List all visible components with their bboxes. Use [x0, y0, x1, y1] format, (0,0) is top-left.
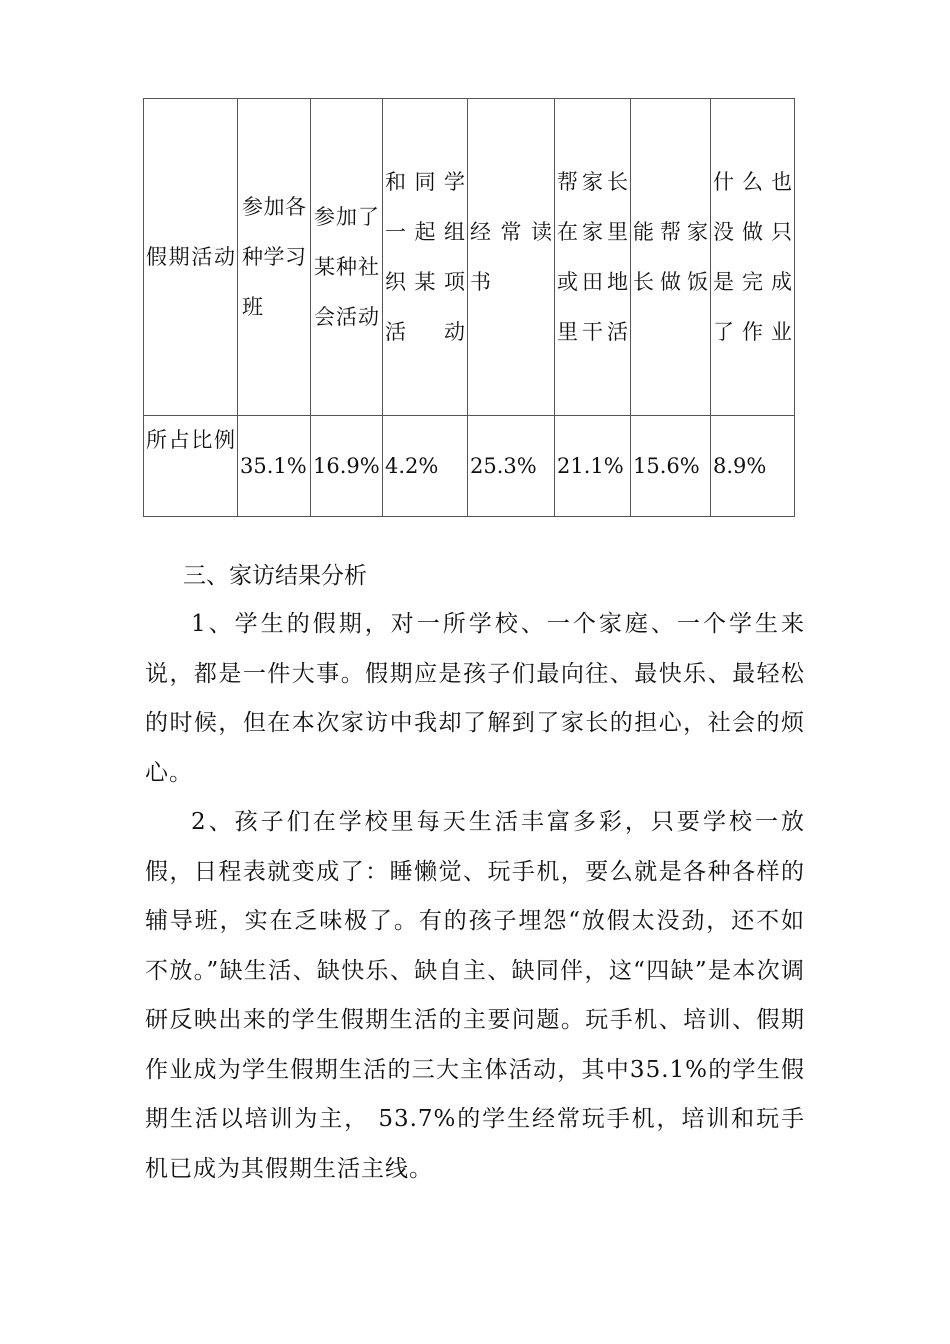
table-cell: 参加了某种社会活动	[311, 99, 383, 416]
section-heading: 三、家访结果分析	[183, 563, 367, 589]
table-cell: 16.9%	[311, 416, 383, 517]
table-cell: 参加各种学习班	[238, 99, 311, 416]
paragraph: 2、孩子们在学校里每天生活丰富多彩，只要学校一放假，日程表就变成了：睡懒觉、玩手机，要么就是各种各样的辅导班，实在乏味极了。有的孩子埋怨“放假太没劲，还不如不放。”缺生活、缺快乐、缺自主、缺同伴，这“四缺”是本次调研反映出来的学生假期生活的主要问题。玩手机、培训、假期作业成为学生假期生活的三大主体活动，其中35.1%的学生假期生活以培训为主， 53.7%的学生经常玩手机，培训和玩手机已成为其假期生活主线。	[145, 809, 805, 1182]
activity-table	[143, 98, 795, 517]
table-cell: 和同学一起组织某项活动	[383, 99, 468, 416]
table-value-row	[144, 416, 795, 517]
table-cell: 帮家长在家里或田地里干活	[555, 99, 631, 416]
table-cell: 假期活动	[144, 99, 238, 416]
table-cell: 8.9%	[711, 416, 795, 517]
table-cell: 所占比例	[144, 416, 238, 517]
table-cell: 4.2%	[383, 416, 468, 517]
table-header-row	[144, 99, 795, 416]
paragraph: 1、学生的假期，对一所学校、一个家庭、一个学生来说，都是一件大事。假期应是孩子们最向往、最快乐、最轻松的时候，但在本次家访中我却了解到了家长的担心，社会的烦心。	[145, 611, 805, 786]
table-cell: 什么也没做只是完成了作业	[711, 99, 795, 416]
table-cell: 经常读书	[468, 99, 555, 416]
table-cell: 21.1%	[555, 416, 631, 517]
table-cell: 35.1%	[238, 416, 311, 517]
table-cell: 15.6%	[631, 416, 711, 517]
table-cell: 能帮家长做饭	[631, 99, 711, 416]
table-cell: 25.3%	[468, 416, 555, 517]
